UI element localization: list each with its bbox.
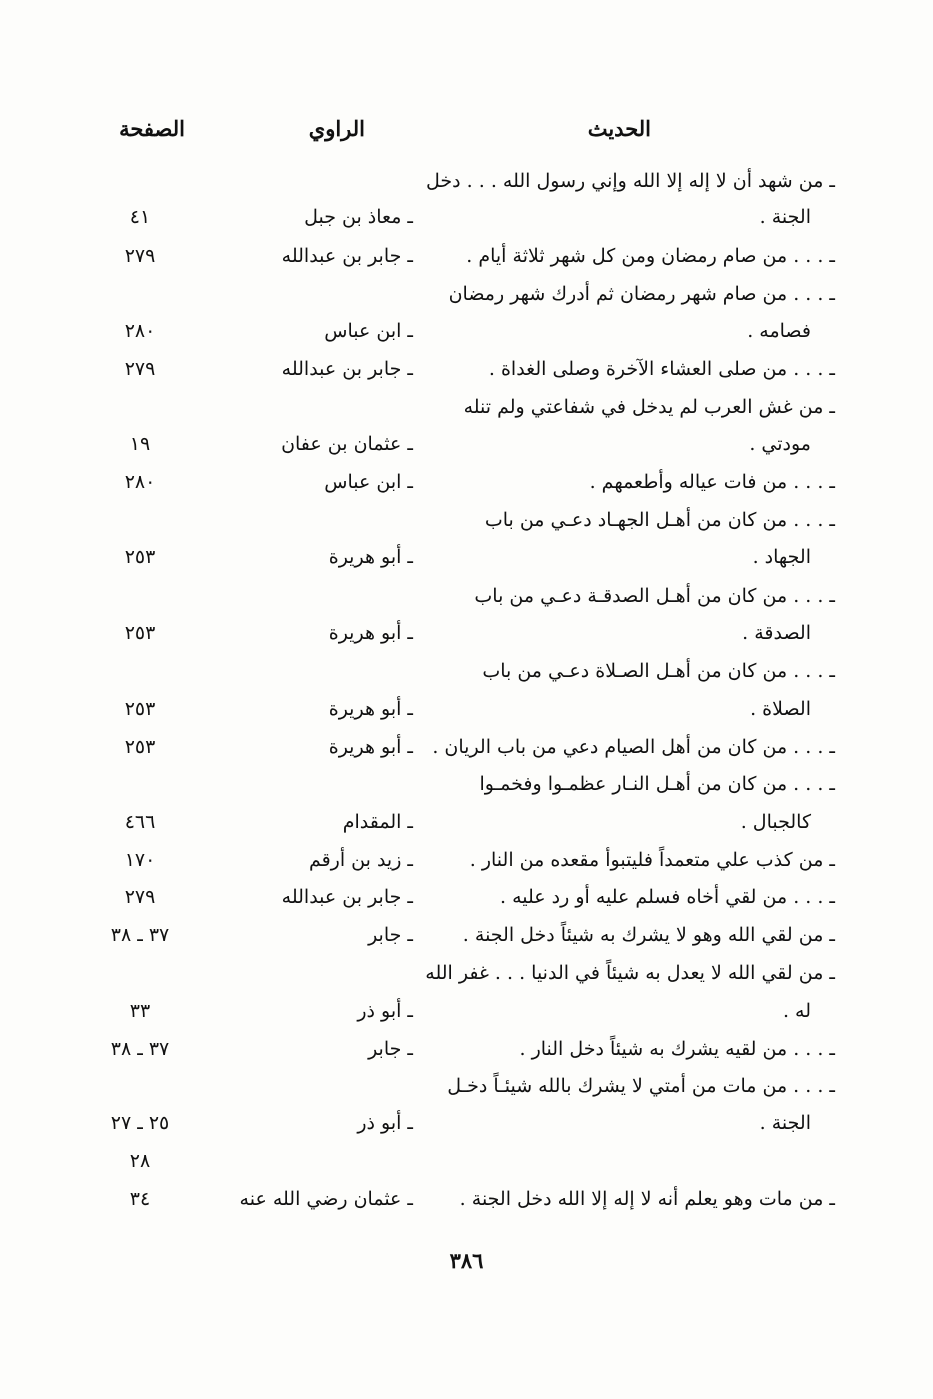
page-number: ٣٨٦ bbox=[449, 1248, 484, 1273]
hadith-line: ـ من شهد أن لا إله إلا الله وإني رسول الله . . . دخل bbox=[426, 170, 835, 192]
hadith-line: الجنة . bbox=[759, 1112, 811, 1134]
hadith-line: ـ . . . من كان من أهـل النـار عظمـوا وفخمـوا bbox=[479, 773, 835, 795]
rawi-cell: ـ أبو هريرة bbox=[328, 736, 413, 758]
page-cell: ٢٧٩ bbox=[124, 358, 156, 380]
rawi-cell: ـ زيد بن أرقم bbox=[308, 849, 413, 871]
page-cell: ٣٣ bbox=[129, 1000, 151, 1022]
page-cell: ٣٧ ـ ٣٨ bbox=[110, 924, 170, 946]
rawi-cell: ـ جابر bbox=[368, 1038, 413, 1060]
rawi-cell: ـ معاذ بن جبل bbox=[304, 206, 413, 228]
page-cell: ٢٥٣ bbox=[124, 698, 156, 720]
page-cell: ٢٥٣ bbox=[124, 736, 156, 758]
header-page: الصفحة bbox=[119, 116, 185, 141]
hadith-line: ـ . . . من صلى العشاء الآخرة وصلى الغداة . bbox=[488, 358, 835, 380]
header-hadith: الحديث bbox=[587, 116, 651, 141]
hadith-line: ـ من لقي الله وهو لا يشرك به شيئاً دخل الجنة . bbox=[462, 924, 835, 946]
hadith-line: له . bbox=[782, 1000, 811, 1022]
page-cell: ٢٨٠ bbox=[124, 320, 156, 342]
hadith-line: ـ . . . من صام شهر رمضان ثم أدرك شهر رمضان bbox=[448, 283, 835, 305]
page-cell: ٢٥ ـ ٢٧ bbox=[110, 1112, 170, 1134]
hadith-line: ـ من كذب علي متعمداً فليتبوأ مقعده من النار . bbox=[469, 849, 835, 871]
page-cell: ٤١ bbox=[129, 206, 151, 228]
rawi-cell: ـ جابر بن عبدالله bbox=[281, 358, 413, 380]
page-cell: ٤٦٦ bbox=[124, 811, 156, 833]
rawi-cell: ـ ابن عباس bbox=[324, 320, 413, 342]
hadith-line: كالجبال . bbox=[740, 811, 811, 833]
hadith-line: ـ . . . من فات عياله وأطعمهم . bbox=[589, 471, 835, 493]
hadith-line: فصامه . bbox=[747, 320, 811, 342]
hadith-line: ـ . . . من مات من أمتي لا يشرك بالله شيئـاً دخـل bbox=[447, 1075, 835, 1097]
hadith-line: ـ من غش العرب لم يدخل في شفاعتي ولم تنله bbox=[463, 396, 835, 418]
page-cell: ٢٧٩ bbox=[124, 886, 156, 908]
hadith-line: الصلاة . bbox=[750, 698, 811, 720]
hadith-line: الجنة . bbox=[759, 206, 811, 228]
header-rawi: الراوي bbox=[308, 116, 365, 141]
hadith-line: ـ . . . من كان من أهـل الصـلاة دعـي من باب bbox=[482, 660, 835, 682]
rawi-cell: ـ جابر bbox=[368, 924, 413, 946]
hadith-line: ـ . . . من لقيه يشرك به شيئاً دخل النار . bbox=[519, 1038, 835, 1060]
page-cell: ٢٧٩ bbox=[124, 245, 156, 267]
page-cell: ٣٤ bbox=[129, 1188, 151, 1210]
hadith-line: ـ . . . من كان من أهل الصيام دعي من باب الريان . bbox=[432, 736, 835, 758]
rawi-cell: ـ جابر بن عبدالله bbox=[281, 245, 413, 267]
rawi-cell: ـ المقدام bbox=[342, 811, 413, 833]
rawi-cell: ـ عثمان بن عفان bbox=[281, 433, 413, 455]
page-cell: ٢٨ bbox=[129, 1150, 151, 1172]
page-cell: ٢٨٠ bbox=[124, 471, 156, 493]
rawi-cell: ـ أبو ذر bbox=[357, 1000, 413, 1022]
rawi-cell: ـ ابن عباس bbox=[324, 471, 413, 493]
rawi-cell: ـ أبو هريرة bbox=[328, 622, 413, 644]
hadith-line: الصدقة . bbox=[742, 622, 811, 644]
hadith-line: مودتي . bbox=[749, 433, 811, 455]
rawi-cell: ـ جابر بن عبدالله bbox=[281, 886, 413, 908]
hadith-line: ـ . . . من كان من أهـل الصدقـة دعـي من باب bbox=[474, 585, 835, 607]
page-cell: ١٧٠ bbox=[124, 849, 156, 871]
rawi-cell: ـ أبو ذر bbox=[357, 1112, 413, 1134]
page-cell: ٣٧ ـ ٣٨ bbox=[110, 1038, 170, 1060]
hadith-line: الجهاد . bbox=[752, 546, 811, 568]
hadith-line: ـ من لقي الله لا يعدل به شيئاً في الدنيا . . . غفر الله bbox=[425, 962, 835, 984]
page-cell: ٢٥٣ bbox=[124, 622, 156, 644]
rawi-cell: ـ أبو هريرة bbox=[328, 698, 413, 720]
page-cell: ١٩ bbox=[129, 433, 151, 455]
hadith-line: ـ . . . من صام رمضان ومن كل شهر ثلاثة أيام . bbox=[466, 245, 835, 267]
rawi-cell: ـ عثمان رضي الله عنه bbox=[239, 1188, 413, 1210]
page-cell: ٢٥٣ bbox=[124, 546, 156, 568]
hadith-line: ـ . . . من كان من أهـل الجهـاد دعـي من باب bbox=[484, 509, 835, 531]
rawi-cell: ـ أبو هريرة bbox=[328, 546, 413, 568]
hadith-line: ـ . . . من لقي أخاه فسلم عليه أو رد عليه . bbox=[500, 886, 835, 908]
hadith-line: ـ من مات وهو يعلم أنه لا إله إلا الله دخل الجنة . bbox=[459, 1188, 835, 1210]
